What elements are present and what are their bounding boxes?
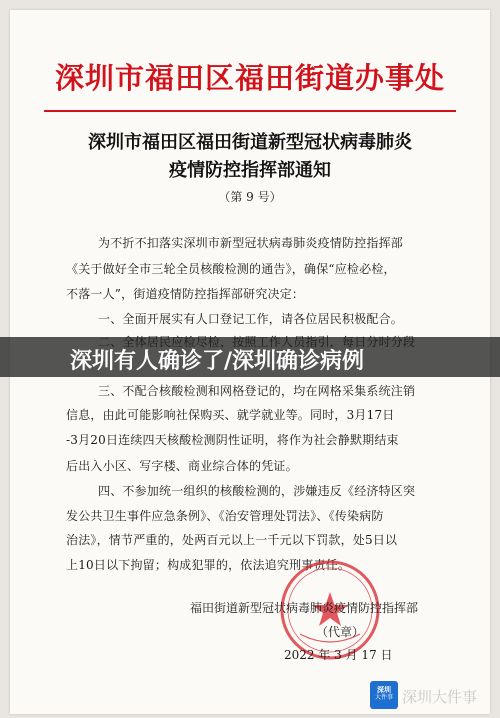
brand-logo-icon	[370, 681, 398, 709]
body-line-10: 后出入小区、写字楼、商业综合体的凭证。	[66, 459, 298, 473]
brand-logo-top-text: 深圳	[377, 686, 391, 694]
letterhead-title: 深圳市福田区福田街道办事处	[54, 61, 445, 95]
body-line-13: 治法》，情节严重的，处两百元以上一千元以下罚款，处5日以	[66, 533, 398, 547]
body-line-9: -3月20日连续四天核酸检测阴性证明，将作为社会静默期结束	[66, 433, 399, 447]
notice-title-line-2: 疫情防控指挥部通知	[169, 160, 331, 181]
letterhead-red-rule	[44, 110, 456, 112]
notice-number: （第 9 号）	[218, 190, 282, 204]
headline-overlay-text: 深圳有人确诊了/深圳确诊病例	[70, 349, 365, 374]
brand-logo-bottom-text: 大件事	[374, 694, 393, 701]
body-line-14: 上10日以下拘留；构成犯罪的，依法追究刑事责任。	[66, 558, 351, 572]
body-line-2: 《关于做好全市三轮全员核酸检测的通告》，确保“应检必检，	[66, 262, 396, 276]
body-line-8: 信息，由此可能影响社保购买、就学就业等。同时，3月17日	[66, 408, 395, 422]
body-line-11: 四、不参加统一组织的核酸检测的，涉嫌违反《经济特区突	[98, 484, 416, 498]
signoff-seal-note: （代章）	[316, 625, 365, 639]
body-line-4: 一、全面开展实有人口登记工作，请各位居民积极配合。	[98, 312, 404, 326]
body-line-7: 三、不配合核酸检测和网格登记的，均在网格采集系统注销	[98, 384, 416, 398]
signoff-date: 2022 年 3 月 17 日	[284, 648, 393, 662]
body-line-3: 不落一人”，街道疫情防控指挥部研究决定：	[66, 287, 305, 301]
body-line-12: 发公共卫生事件应急条例》、《治安管理处罚法》、《传染病防	[66, 509, 384, 523]
brand-watermark-text: 深圳大件事	[402, 688, 478, 706]
body-line-1: 为不折不扣落实深圳市新型冠状病毒肺炎疫情防控指挥部	[98, 236, 404, 250]
notice-title-line-1: 深圳市福田区福田街道新型冠状病毒肺炎	[88, 132, 412, 153]
signoff-organization: 福田街道新型冠状病毒肺炎疫情防控指挥部	[190, 601, 419, 615]
